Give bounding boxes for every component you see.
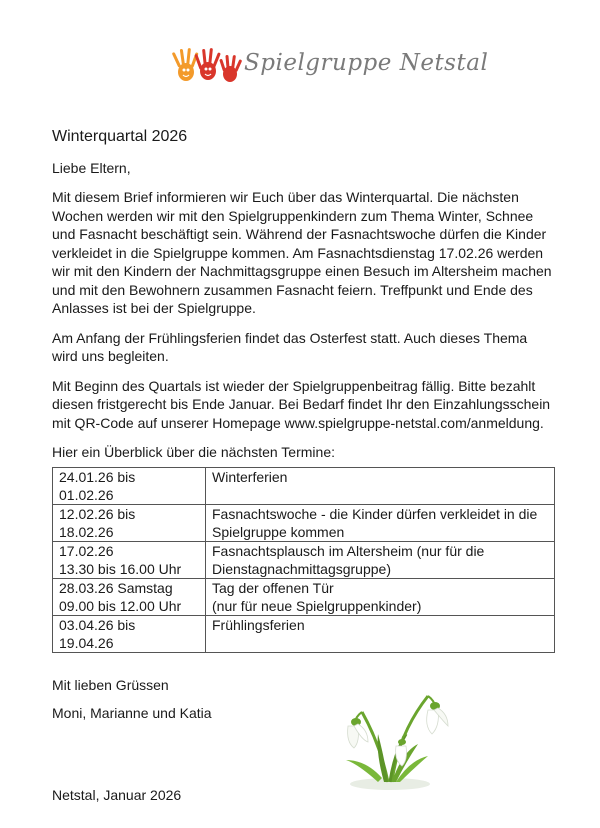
event-cell: [206, 467, 555, 504]
place-date: Netstal, Januar 2026: [52, 787, 182, 803]
event-line: Frühlingsferien: [212, 616, 305, 633]
date-line: 12.02.26 bis: [59, 505, 136, 522]
page-title: Winterquartal 2026: [52, 128, 188, 145]
date-line: 28.03.26 Samstag: [59, 579, 173, 596]
table-row: [53, 504, 555, 541]
date-cell: [53, 504, 206, 541]
date-line: 01.02.26: [59, 486, 114, 503]
letter-body: [52, 128, 552, 653]
paragraph: Mit diesem Brief informieren wir Euch über das Winterquartal. Die nächsten Wochen werden wir mit den Spielgruppenkindern zum Thema Winter, Schnee und Fasnacht beschäftigt sein. Während der Fasnachtswoche dürfen die Kinder verkleidet in die Spielgruppe kommen. Am Fasnachtsdienstag 17.02.26 werden wir mit den Kindern der Nachmittagsgruppe einen Besuch im Altersheim machen und mit den Bewohnern zusammen Fasnacht feiern. Treffpunkt und Ende des Anlasses ist bei der Spielgruppe.: [52, 189, 552, 316]
header: [0, 40, 600, 90]
event-line: Spielgruppe kommen: [212, 523, 345, 540]
paragraph: Mit Beginn des Quartals ist wieder der Spielgruppenbeitrag fällig. Bitte bezahlt diesen fristgerecht bis Ende Januar. Bei Bedarf findet Ihr den Einzahlungsschein mit QR-Code auf unserer Homepage www.spielgruppe-netstal.com/anmeldung.: [52, 377, 551, 431]
event-cell: [206, 504, 555, 541]
paragraph: Am Anfang der Frühlingsferien findet das Osterfest statt. Auch dieses Thema wird uns begleiten.: [52, 329, 528, 364]
table-row: [53, 541, 555, 578]
schedule-table: [52, 467, 555, 653]
date-cell: [53, 467, 206, 504]
table-intro: Hier ein Überblick über die nächsten Termine:: [52, 444, 335, 460]
snowdrop-flower-icon: [318, 664, 468, 794]
logo-text: Spielgruppe Netstal: [244, 50, 489, 76]
date-line: 17.02.26: [59, 542, 114, 559]
hands-logo-icon: [170, 44, 242, 88]
closing: Mit lieben Grüssen: [52, 677, 169, 693]
date-cell: [53, 615, 206, 652]
date-cell: [53, 578, 206, 615]
greeting: Liebe Eltern,: [52, 159, 131, 176]
signature: Moni, Marianne und Katia: [52, 705, 212, 721]
event-line: Dienstagnachmittagsgruppe): [212, 560, 391, 577]
event-line: Winterferien: [212, 468, 288, 485]
event-line: Tag der offenen Tür: [212, 579, 334, 596]
event-cell: [206, 615, 555, 652]
event-line: Fasnachtswoche - die Kinder dürfen verkleidet in die: [212, 505, 538, 522]
event-cell: [206, 578, 555, 615]
event-cell: [206, 541, 555, 578]
date-line: 18.02.26: [59, 523, 114, 540]
date-line: 24.01.26 bis: [59, 468, 136, 485]
date-line: 19.04.26: [59, 634, 114, 651]
date-cell: [53, 541, 206, 578]
event-line: (nur für neue Spielgruppenkinder): [212, 597, 422, 614]
event-line: Fasnachtsplausch im Altersheim (nur für die: [212, 542, 485, 559]
table-row: [53, 615, 555, 652]
table-row: [53, 578, 555, 615]
table-row: [53, 467, 555, 504]
date-line: 13.30 bis 16.00 Uhr: [59, 560, 182, 577]
date-line: 03.04.26 bis: [59, 616, 136, 633]
date-line: 09.00 bis 12.00 Uhr: [59, 597, 182, 614]
